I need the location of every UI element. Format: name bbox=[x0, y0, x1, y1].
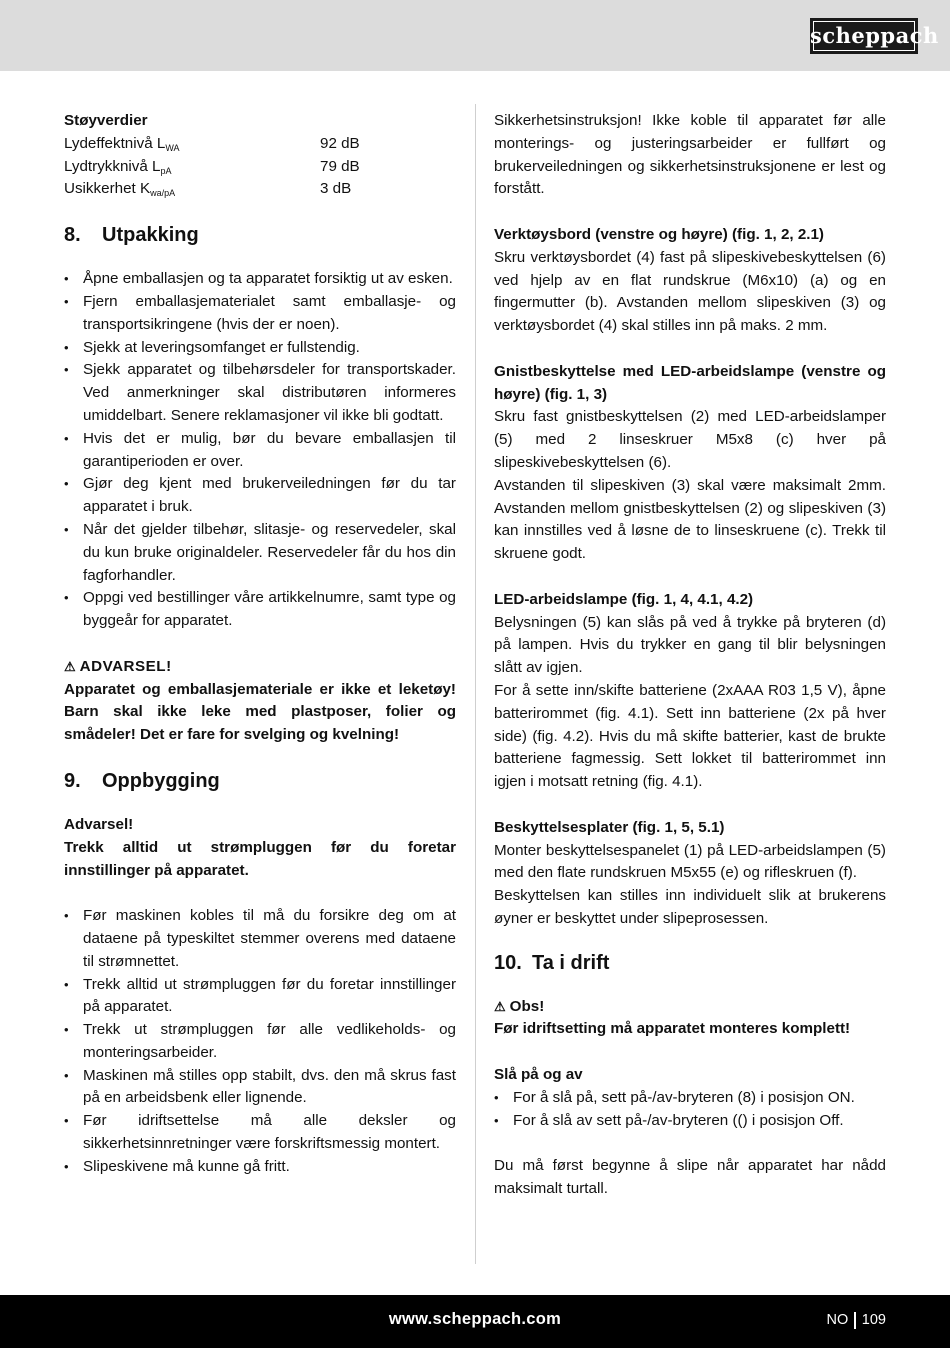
page-header bbox=[0, 0, 950, 71]
section-10-heading bbox=[494, 951, 886, 975]
warning-text: Apparatet og emballasjemateriale er ikke et leketøy! Barn skal ikke leke med plastposer, folier og smådeler! Det er fare for svelging og kvelning! bbox=[64, 680, 456, 744]
list-item: • Sjekk at leveringsomfanget er fullstendig. bbox=[64, 337, 456, 360]
tool-rest-title: Verktøysbord (venstre og høyre) (fig. 1, 2, 2.1) bbox=[494, 225, 824, 243]
list-item: • Når det gjelder tilbehør, slitasje- og reservedeler, skal du kun bruke originaldeler. Reservedeler får du hos din fagforhandler. bbox=[64, 519, 456, 587]
column-divider bbox=[475, 104, 476, 1264]
website-link[interactable]: www.scheppach.com bbox=[388, 1310, 562, 1328]
page-indicator bbox=[827, 1309, 886, 1332]
list-item: • Trekk ut strømpluggen før alle vedlikeholds- og monteringsarbeider. bbox=[64, 1019, 456, 1065]
warning-triangle-icon: ⚠ bbox=[64, 658, 76, 674]
assembly-warning-text: Trekk alltid ut strømpluggen før du foretar innstillinger på apparatet. bbox=[64, 838, 456, 879]
list-item: • Fjern emballasjematerialet samt emballasje- og transportsikringene (hvis der er noen). bbox=[64, 291, 456, 337]
led-lamp-text: Belysningen (5) kan slås på ved å trykke på bryteren (d) på lampen. Hvis du trykker en gang til blir belysningen slått av igjen. bbox=[494, 613, 886, 677]
spark-guard-text: Avstanden til slipeskiven (3) skal være maksimalt 2mm. Avstanden mellom gnistbeskyttelsen (2) og slipeskiven (3) kan innstilles ved å løsne de to linseskruene (c). Trekk til skruene godt. bbox=[494, 476, 886, 563]
notice-title: Obs! bbox=[509, 997, 545, 1015]
warning-triangle-icon: ⚠ bbox=[494, 998, 506, 1014]
section-8-heading bbox=[64, 223, 456, 247]
page-number: 109 bbox=[861, 1312, 886, 1328]
spec-title: Støyverdier bbox=[64, 112, 148, 129]
section-9-heading bbox=[64, 769, 456, 793]
section-number: 8. bbox=[64, 224, 81, 247]
page-separator bbox=[854, 1312, 856, 1329]
list-item: • Før idriftsettelse må alle deksler og sikkerhetsinnretninger være forskriftsmessig montert. bbox=[64, 1110, 456, 1156]
list-item: • Hvis det er mulig, bør du bevare emballasjen til garantiperioden er over. bbox=[64, 428, 456, 474]
section-title: Utpakking bbox=[102, 224, 199, 247]
spec-row bbox=[64, 156, 456, 179]
spec-value: 79 dB bbox=[320, 157, 360, 175]
protection-plates-text: Beskyttelsen kan stilles inn individuelt slik at brukerens øyner er beskyttet under slipeprosessen. bbox=[494, 887, 886, 927]
list-item: • Oppgi ved bestillinger våre artikkelnumre, samt type og byggeår for apparatet. bbox=[64, 587, 456, 633]
notice-text: Før idriftsetting må apparatet monteres komplett! bbox=[494, 1020, 851, 1038]
list-item: • For å slå av sett på-/av-bryteren (() i posisjon Off. bbox=[494, 1110, 886, 1133]
safety-intro: Sikkerhetsinstruksjon! Ikke koble til apparatet før alle monterings- og justeringsarbeider er fullført og brukerveiledningen og sikkerhetsinstruksjonene er lest og forstått. bbox=[494, 112, 886, 198]
protection-plates-title: Beskyttelsesplater (fig. 1, 5, 5.1) bbox=[494, 818, 725, 836]
list-item: • Slipeskivene må kunne gå fritt. bbox=[64, 1156, 456, 1179]
tool-rest-text: Skru verktøysbordet (4) fast på slipeskivebeskyttelsen (6) ved hjelp av en flat rundskrue (M6x10) (a) og en fingermutter (b). Avstanden mellom slipeskiven (3) og verktøysbordet (4) skal stilles inn på maks. 2 mm. bbox=[494, 248, 886, 335]
language-code: NO bbox=[826, 1312, 849, 1328]
warning-title: ADVARSEL! bbox=[79, 657, 172, 675]
spec-row bbox=[64, 133, 456, 156]
list-item: • Sjekk apparatet og tilbehørsdeler for transportskader. Ved anmerkninger skal distributøren informeres umiddelbart. Senere reklamasjoner vil ikke bli godtatt. bbox=[64, 359, 456, 427]
list-item: • Gjør deg kjent med brukerveiledningen før du tar apparatet i bruk. bbox=[64, 473, 456, 519]
spec-sub: pA bbox=[160, 165, 172, 176]
spec-label: Lydeffektnivå L bbox=[64, 134, 166, 152]
list-item: • Maskinen må stilles opp stabilt, dvs. den må skrus fast på en arbeidsbenk eller lignende. bbox=[64, 1065, 456, 1111]
scheppach-logo: scheppach bbox=[810, 18, 918, 54]
on-off-title: Slå på og av bbox=[494, 1066, 583, 1084]
section-number: 10. bbox=[494, 951, 522, 974]
spec-label: Usikkerhet K bbox=[64, 180, 151, 198]
page-footer bbox=[0, 1295, 950, 1348]
list-item: • Før maskinen kobles til må du forsikre deg om at dataene på typeskiltet stemmer overens med dataene til strømnettet. bbox=[64, 905, 456, 973]
section-title: Ta i drift bbox=[532, 951, 610, 974]
protection-plates-text: Monter beskyttelsespanelet (1) på LED-arbeidslampen (5) med den flate rundskruen M5x55 (e) og rifleskruen (f). bbox=[494, 841, 886, 882]
spark-guard-text: Skru fast gnistbeskyttelsen (2) med LED-arbeidslamper (5) med 2 linseskruer M5x8 (c) hver på slipeskivebeskyttelsen (6). bbox=[494, 408, 886, 471]
spec-label: Lydtrykknivå L bbox=[64, 157, 161, 175]
left-column bbox=[64, 110, 456, 1179]
right-column bbox=[494, 110, 886, 1201]
spark-guard-title: Gnistbeskyttelse med LED-arbeidslampe (venstre og høyre) (fig. 1, 3) bbox=[494, 362, 886, 403]
section-title: Oppbygging bbox=[102, 769, 220, 792]
spec-value: 92 dB bbox=[320, 134, 360, 152]
list-item: • For å slå på, sett på-/av-bryteren (8) i posisjon ON. bbox=[494, 1087, 886, 1110]
final-note: Du må først begynne å slipe når apparatet har nådd maksimalt turtall. bbox=[494, 1157, 886, 1198]
unpacking-list bbox=[64, 268, 456, 633]
assembly-list bbox=[64, 905, 456, 1179]
spec-sub: wa/pA bbox=[150, 188, 176, 199]
spec-row bbox=[64, 178, 456, 201]
list-item: • Åpne emballasjen og ta apparatet forsiktig ut av esken. bbox=[64, 268, 456, 291]
led-lamp-title: LED-arbeidslampe (fig. 1, 4, 4.1, 4.2) bbox=[494, 590, 754, 608]
on-off-list bbox=[494, 1087, 886, 1133]
section-number: 9. bbox=[64, 769, 81, 792]
spec-value: 3 dB bbox=[320, 180, 352, 198]
spec-sub: WA bbox=[165, 142, 180, 153]
led-lamp-text: For å sette inn/skifte batteriene (2xAAA R03 1,5 V), åpne batterirommet (fig. 4.1). Sett inn batteriene (2x på hver side) (fig. 4.2). Hvis du må skifte batterier, kast de brukte batteriene fagmessig. Sett lokket til batterirommet inn igjen i motsatt retning (fig. 4.1). bbox=[494, 681, 886, 791]
notice-heading bbox=[494, 996, 886, 1019]
assembly-warning-title: Advarsel! bbox=[64, 815, 134, 833]
warning-heading bbox=[64, 656, 456, 679]
list-item: • Trekk alltid ut strømpluggen før du foretar innstillinger på apparatet. bbox=[64, 974, 456, 1020]
